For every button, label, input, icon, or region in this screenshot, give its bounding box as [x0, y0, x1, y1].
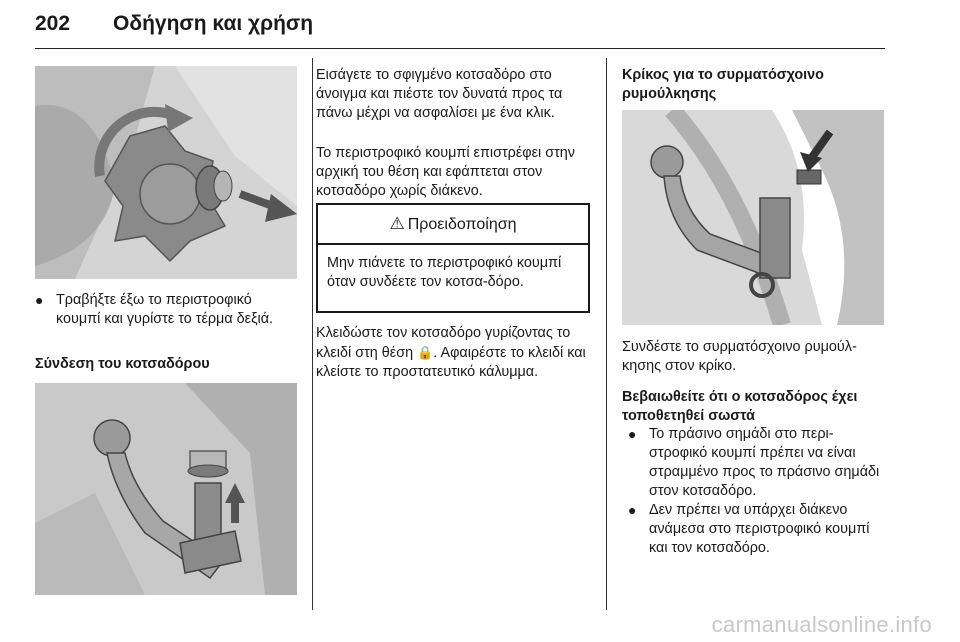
- figure-knob-pull: [35, 66, 297, 279]
- list-item: [628, 501, 890, 558]
- paragraph-knob-returns: Το περιστροφικό κουμπί επιστρέφει στην αρχική του θέση και εφάπτεται στον κοτσαδόρο χωρίς διάκενο.: [316, 145, 575, 199]
- column-divider-2: [606, 58, 607, 610]
- page-title: Οδήγηση και χρήση: [113, 12, 314, 35]
- bullet-icon: ●: [35, 292, 44, 308]
- section-heading-tow-eye: Κρίκος για το συρματόσχοινο ρυμούλκησης: [622, 67, 824, 102]
- lock-text-part2: . Αφαιρέστε το κλειδί και κλείστε το προστατευτικό κάλυμμα.: [316, 345, 586, 380]
- paragraph-connect-cable: Συνδέστε το συρματόσχοινο ρυμούλ-κησης στον κρίκο.: [622, 339, 857, 374]
- warning-box: [316, 203, 590, 313]
- warning-header: [318, 205, 588, 245]
- bullet-icon: ●: [628, 502, 637, 518]
- list-item: [628, 425, 890, 501]
- bullet-icon: ●: [628, 426, 637, 442]
- bullet-text: Το πράσινο σημάδι στο περι-στροφικό κουμπί πρέπει να είναι στραμμένο προς το πράσινο σημάδι στον κοτσαδόρο.: [649, 426, 880, 499]
- paragraph-lock-key: [316, 324, 594, 382]
- section-heading-tow-connect: Σύνδεση του κοτσαδόρου: [35, 356, 210, 372]
- list-item: [35, 291, 297, 348]
- warning-triangle-icon: ⚠: [389, 214, 405, 233]
- bullet-text: Δεν πρέπει να υπάρχει διάκενο ανάμεσα στο περιστροφικό κουμπί και τον κοτσαδόρο.: [649, 502, 870, 556]
- figure-tow-eye: [622, 110, 884, 325]
- header-divider: [35, 48, 885, 49]
- watermark: carmanualsonline.info: [711, 612, 932, 637]
- figure-tow-bar-insert: [35, 383, 297, 595]
- page-header: [35, 8, 885, 48]
- warning-text: Μην πιάνετε το περιστροφικό κουμπί όταν συνδέετε τον κοτσα-δόρο.: [327, 255, 562, 290]
- section-heading-check-mounting: Βεβαιωθείτε ότι ο κοτσαδόρος έχει τοποθετηθεί σωστά: [622, 389, 858, 424]
- warning-title: Προειδοποίηση: [407, 216, 517, 233]
- page-number: 202: [35, 12, 71, 35]
- lock-text-part1: Κλειδώστε τον κοτσαδόρο γυρίζοντας το κλειδί στη θέση: [316, 325, 571, 361]
- bullet-text: Τραβήξτε έξω το περιστροφικό κουμπί και γυρίστε το τέρμα δεξιά.: [56, 292, 274, 327]
- lock-icon: 🔒: [417, 345, 434, 360]
- column-divider-1: [312, 58, 313, 610]
- paragraph-insert-instructions: Εισάγετε το σφιγμένο κοτσαδόρο στο άνοιγμα και πιέστε τον δυνατά προς τα πάνω μέχρι να ασφαλίσει με ένα κλικ.: [316, 67, 563, 121]
